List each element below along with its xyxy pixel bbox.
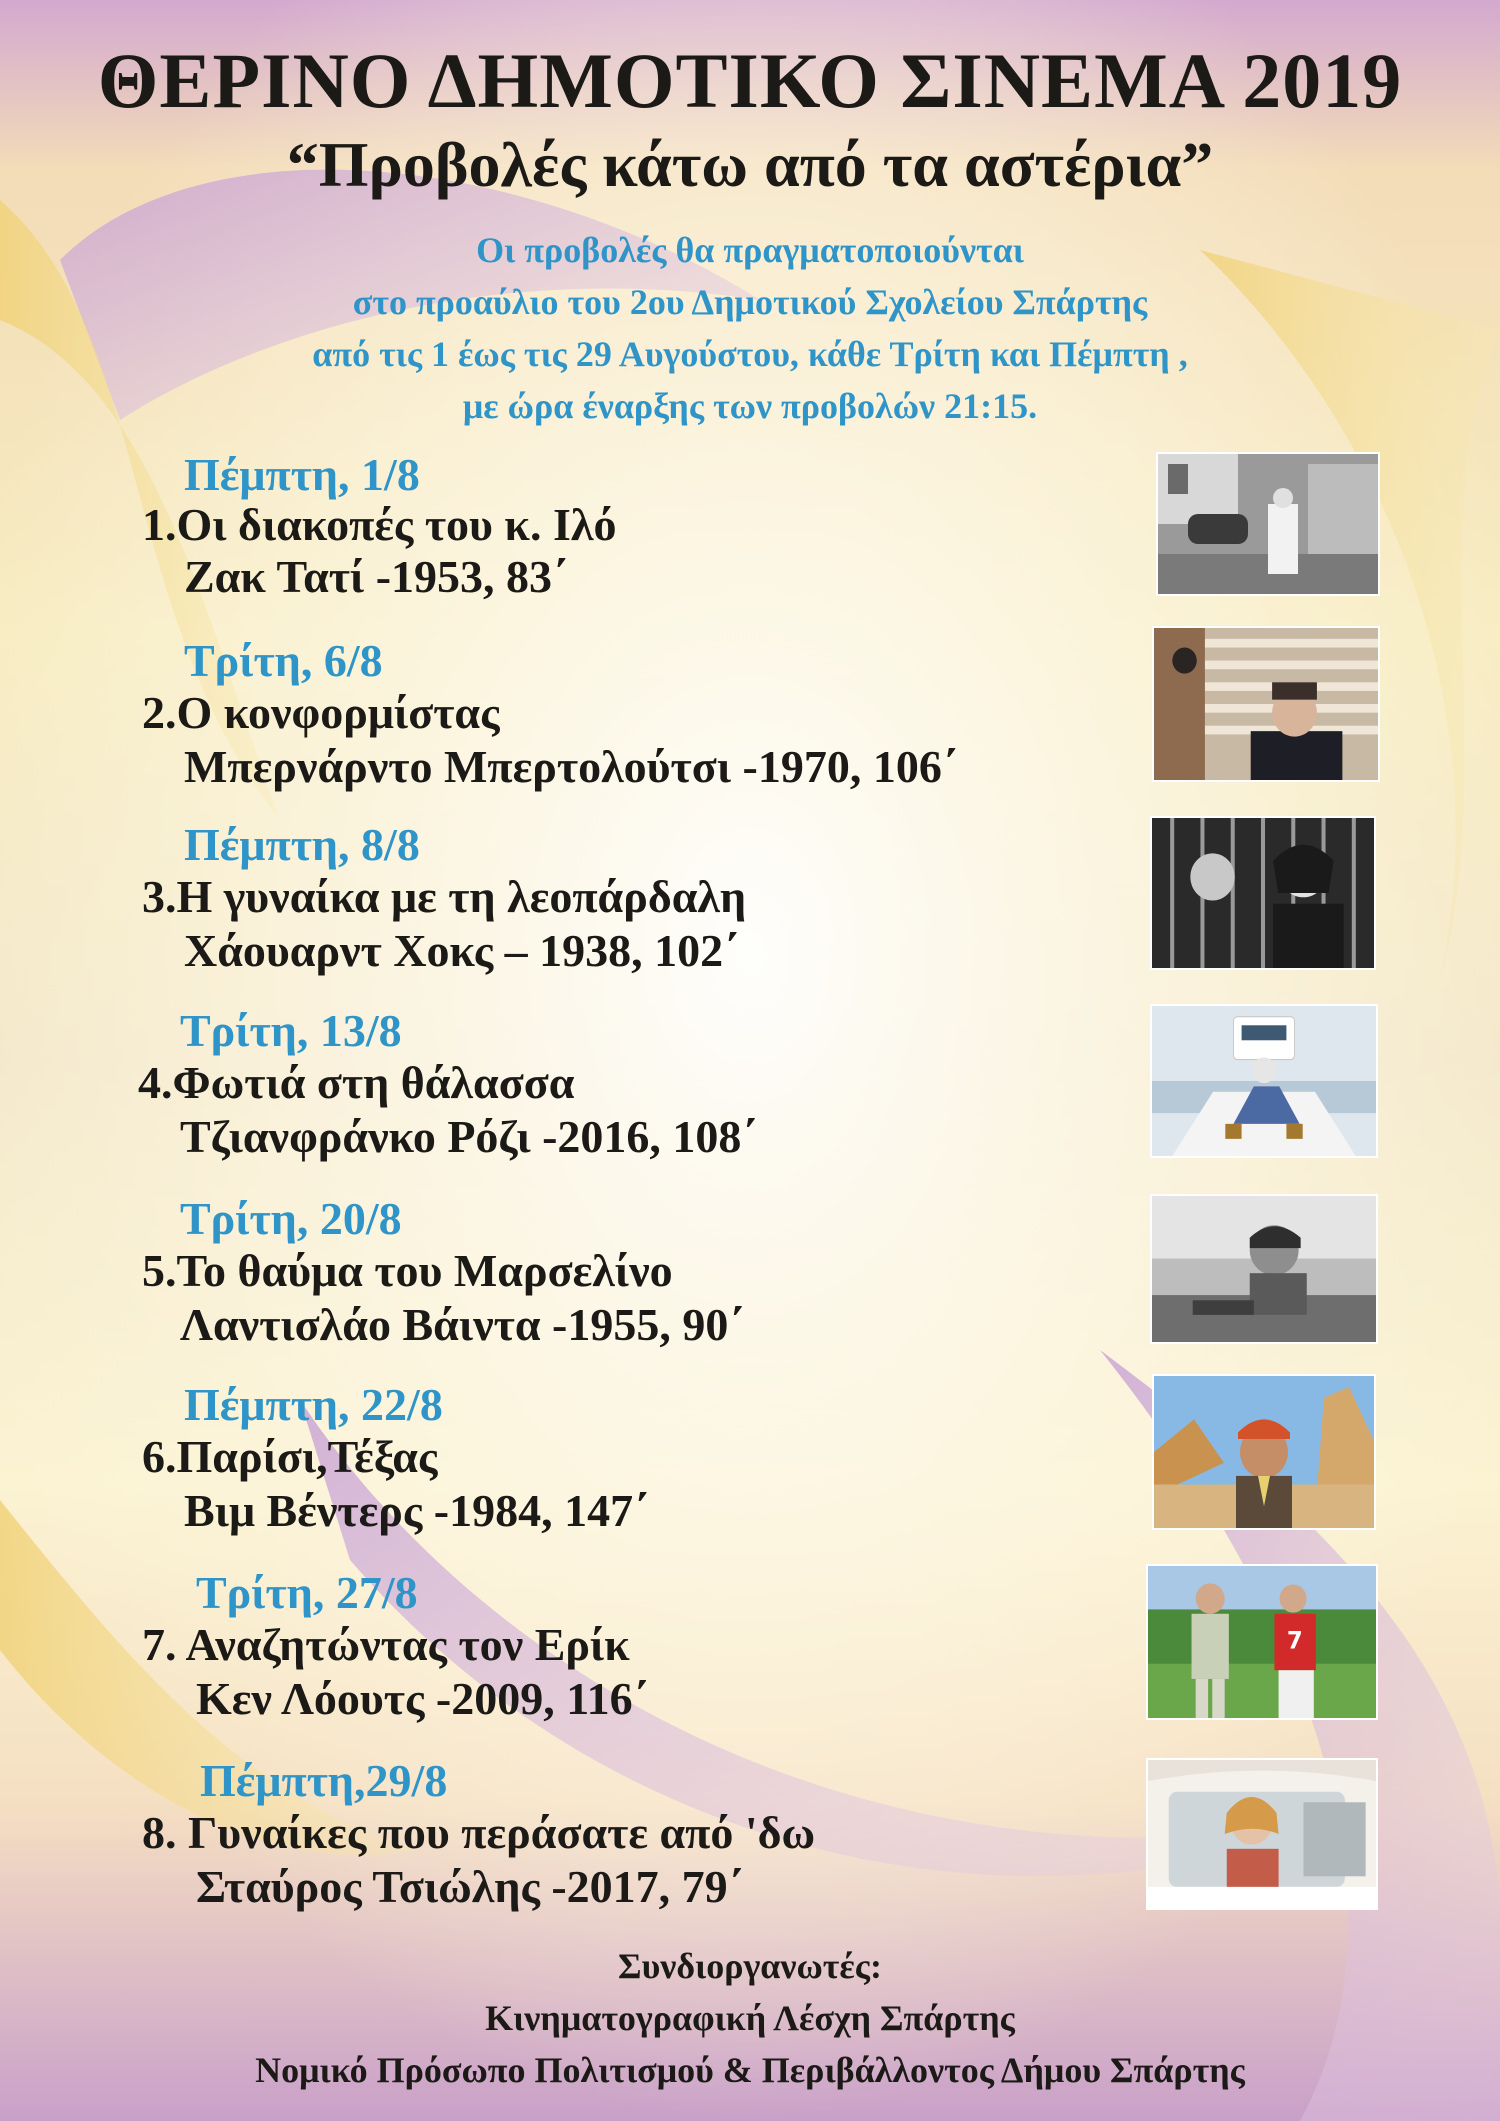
- film-title: 4.Φωτιά στη θάλασσα: [138, 1057, 575, 1108]
- film-still-image: [1154, 628, 1378, 780]
- screening-date: Τρίτη, 20/8: [180, 1193, 402, 1244]
- svg-text:7: 7: [1286, 1626, 1303, 1655]
- film-director-year: Λαντισλάο Βάιντα -1955, 90΄: [180, 1299, 744, 1350]
- intro-line: στο προαύλιο του 2ου Δημοτικού Σχολείου Σπάρτης: [352, 282, 1148, 322]
- film-title: 8. Γυναίκες που περάσατε από 'δω: [142, 1807, 816, 1858]
- intro-text: [0, 224, 1500, 432]
- film-director-year: Βιμ Βέντερς -1984, 147΄: [184, 1485, 649, 1536]
- organizer-name: Νομικό Πρόσωπο Πολιτισμού & Περιβάλλοντος Δήμου Σπάρτης: [255, 2050, 1245, 2090]
- screening-date: Πέμπτη, 1/8: [184, 449, 420, 500]
- film-still-image: [1152, 1196, 1376, 1342]
- screening-date: Πέμπτη, 22/8: [184, 1379, 443, 1430]
- film-director-year: Κεν Λόουτς -2009, 116΄: [196, 1673, 649, 1724]
- film-title: 1.Οι διακοπές του κ. Ιλό: [142, 499, 617, 550]
- page-subtitle: “Προβολές κάτω από τα αστέρια”: [286, 129, 1214, 200]
- film-director-year: Τζιανφράνκο Ρόζι -2016, 108΄: [180, 1111, 757, 1162]
- film-title: 5.Το θαύμα του Μαρσελίνο: [142, 1245, 673, 1296]
- film-director-year: Ζακ Τατί -1953, 83΄: [184, 551, 568, 602]
- intro-line: Οι προβολές θα πραγματοποιούνται: [476, 230, 1024, 270]
- film-director-year: Σταύρος Τσιώλης -2017, 79΄: [196, 1861, 743, 1912]
- organizers: [0, 1940, 1500, 2096]
- film-still-image: [1152, 818, 1374, 968]
- organizer-name: Κινηματογραφική Λέσχη Σπάρτης: [485, 1998, 1015, 2038]
- film-title: 2.Ο κονφορμίστας: [142, 687, 500, 738]
- screening-date: Τρίτη, 6/8: [184, 635, 383, 686]
- film-title: 3.Η γυναίκα με τη λεοπάρδαλη: [142, 871, 747, 922]
- intro-line: από τις 1 έως τις 29 Αυγούστου, κάθε Τρίτη και Πέμπτη ,: [312, 334, 1188, 374]
- film-still-image: [1158, 454, 1378, 594]
- screening-date: Πέμπτη,29/8: [200, 1755, 448, 1806]
- screening-date: Τρίτη, 27/8: [196, 1567, 418, 1618]
- film-still-image: [1148, 1760, 1376, 1908]
- intro-line: με ώρα έναρξης των προβολών 21:15.: [462, 386, 1038, 426]
- film-director-year: Μπερνάρντο Μπερτολούτσι -1970, 106΄: [184, 741, 958, 792]
- film-still-image: [1148, 1566, 1376, 1718]
- film-director-year: Χάουαρντ Χοκς – 1938, 102΄: [184, 925, 739, 976]
- film-title: 6.Παρίσι,Τέξας: [142, 1431, 438, 1482]
- page-title: ΘΕΡΙΝΟ ΔΗΜΟΤΙΚΟ ΣΙΝΕΜΑ 2019: [97, 37, 1403, 124]
- film-still-image: [1154, 1376, 1374, 1528]
- film-still-image: [1152, 1006, 1376, 1156]
- film-title: 7. Αναζητώντας τον Ερίκ: [142, 1619, 630, 1670]
- organizers-heading: Συνδιοργανωτές:: [618, 1946, 882, 1986]
- screening-date: Πέμπτη, 8/8: [184, 819, 420, 870]
- screening-date: Τρίτη, 13/8: [180, 1005, 402, 1056]
